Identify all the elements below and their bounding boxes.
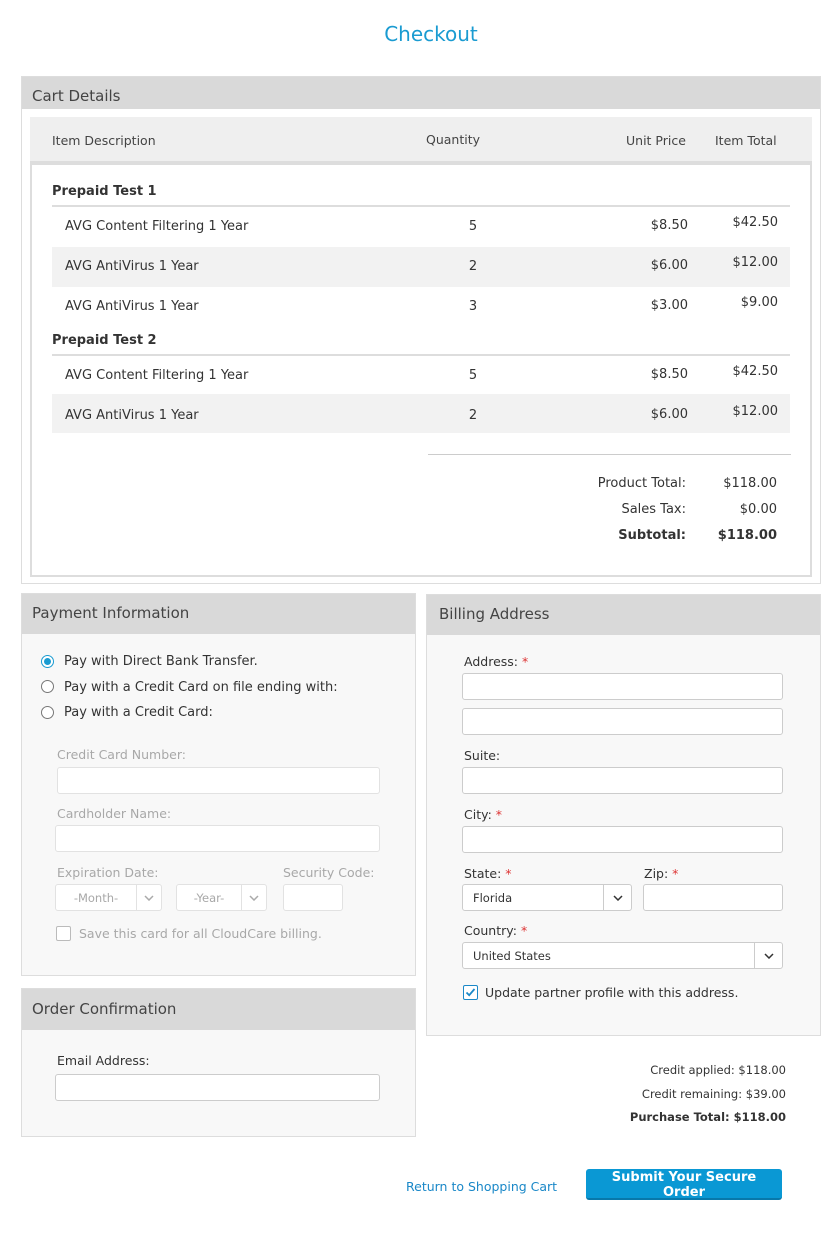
- country-select-value: United States: [473, 948, 551, 963]
- row-item-total: $12.00: [732, 404, 778, 419]
- row-unit-price: $6.00: [650, 258, 688, 273]
- state-select[interactable]: [462, 884, 632, 911]
- suite-input[interactable]: [462, 767, 783, 794]
- required-mark: *: [505, 866, 512, 881]
- product-total-value: $118.00: [723, 476, 777, 491]
- email-input[interactable]: [55, 1074, 380, 1101]
- col-header-unit-price: Unit Price: [626, 133, 686, 148]
- credit-applied: Credit applied: $118.00: [650, 1063, 786, 1077]
- email-label: Email Address:: [57, 1053, 150, 1068]
- chevron-down-icon: [241, 885, 266, 910]
- city-input[interactable]: [462, 826, 783, 853]
- row-item-total: $42.50: [732, 215, 778, 230]
- country-label: [464, 923, 527, 938]
- row-unit-price: $8.50: [650, 367, 688, 382]
- security-code-input[interactable]: [283, 884, 343, 911]
- checkmark-icon: [464, 986, 477, 999]
- country-label-text: Country:: [464, 923, 517, 938]
- city-label-text: City:: [464, 807, 492, 822]
- sales-tax-value: $0.00: [739, 502, 777, 517]
- payment-heading: Payment Information: [22, 594, 415, 634]
- row-item-total: $9.00: [740, 295, 778, 310]
- required-mark: *: [520, 923, 528, 938]
- security-code-label: Security Code:: [283, 865, 375, 880]
- option-bank-transfer-label[interactable]: Pay with Direct Bank Transfer.: [64, 654, 258, 669]
- col-header-description: Item Description: [52, 133, 156, 148]
- required-mark: *: [495, 807, 503, 822]
- save-card-checkbox[interactable]: [56, 926, 71, 941]
- row-description: AVG Content Filtering 1 Year: [65, 368, 249, 383]
- purchase-total: Purchase Total: $118.00: [629, 1110, 786, 1124]
- row-description: AVG AntiVirus 1 Year: [65, 259, 199, 274]
- card-number-label: Credit Card Number:: [57, 747, 186, 762]
- col-header-item-total: Item Total: [715, 133, 777, 148]
- chevron-down-icon: [136, 885, 161, 910]
- required-mark: *: [521, 654, 529, 669]
- return-to-cart-link[interactable]: Return to Shopping Cart: [406, 1179, 558, 1194]
- option-new-card-label[interactable]: Pay with a Credit Card:: [64, 705, 213, 720]
- row-description: AVG AntiVirus 1 Year: [65, 299, 199, 314]
- cardholder-input[interactable]: [55, 825, 380, 852]
- card-number-input[interactable]: [57, 767, 380, 794]
- credit-remaining: Credit remaining: $39.00: [641, 1087, 786, 1101]
- city-label: [464, 807, 502, 822]
- update-profile-checkbox[interactable]: [463, 985, 478, 1000]
- row-item-total: $12.00: [732, 255, 778, 270]
- option-card-on-file-label[interactable]: Pay with a Credit Card on file ending with:: [64, 680, 338, 695]
- cart-details-heading: Cart Details: [22, 77, 820, 109]
- row-unit-price: $8.50: [650, 218, 688, 233]
- totals-divider: [428, 454, 791, 455]
- save-card-label: Save this card for all CloudCare billing.: [79, 926, 322, 941]
- cardholder-label: Cardholder Name:: [57, 806, 172, 821]
- address-label: [464, 654, 528, 669]
- radio-card-on-file[interactable]: [41, 680, 54, 693]
- row-quantity: 5: [468, 219, 478, 234]
- country-select[interactable]: [462, 942, 783, 969]
- update-profile-label[interactable]: Update partner profile with this address.: [485, 985, 739, 1000]
- zip-label-text: Zip:: [644, 866, 669, 881]
- state-label-text: State:: [464, 866, 502, 881]
- radio-new-card[interactable]: [41, 706, 54, 719]
- chevron-down-icon: [603, 885, 631, 910]
- zip-label: [644, 866, 678, 881]
- expiration-label: Expiration Date:: [57, 865, 159, 880]
- sales-tax-label: Sales Tax:: [621, 502, 686, 517]
- row-unit-price: $3.00: [650, 298, 688, 313]
- product-total-label: Product Total:: [597, 476, 686, 491]
- month-select-value: -Month-: [73, 890, 119, 905]
- year-select-value: -Year-: [193, 890, 225, 905]
- subtotal-value: $118.00: [717, 528, 777, 543]
- state-select-value: Florida: [473, 890, 513, 905]
- order-confirmation-heading: Order Confirmation: [22, 989, 415, 1030]
- suite-label: Suite:: [464, 748, 501, 763]
- chevron-down-icon: [754, 943, 782, 968]
- zip-input[interactable]: [643, 884, 783, 911]
- subtotal-label: Subtotal:: [618, 528, 686, 543]
- billing-heading: Billing Address: [427, 595, 820, 635]
- cart-group-name: Prepaid Test 2: [52, 333, 157, 348]
- row-item-total: $42.50: [732, 364, 778, 379]
- month-select[interactable]: [55, 884, 162, 911]
- row-description: AVG AntiVirus 1 Year: [65, 408, 199, 423]
- address-line1-input[interactable]: [462, 673, 783, 700]
- page-title: Checkout: [384, 22, 478, 46]
- submit-order-button[interactable]: Submit Your Secure Order: [586, 1169, 782, 1200]
- radio-bank-transfer[interactable]: [41, 655, 54, 668]
- address-line2-input[interactable]: [462, 708, 783, 735]
- col-header-quantity: Quantity: [426, 132, 481, 147]
- year-select[interactable]: [176, 884, 267, 911]
- row-quantity: 2: [468, 408, 478, 423]
- row-unit-price: $6.00: [650, 407, 688, 422]
- required-mark: *: [672, 866, 679, 881]
- address-label-text: Address:: [464, 654, 518, 669]
- row-quantity: 3: [468, 299, 478, 314]
- row-quantity: 5: [468, 368, 478, 383]
- cart-group-name: Prepaid Test 1: [52, 184, 157, 199]
- row-description: AVG Content Filtering 1 Year: [65, 219, 249, 234]
- state-label: [464, 866, 512, 881]
- row-quantity: 2: [468, 259, 478, 274]
